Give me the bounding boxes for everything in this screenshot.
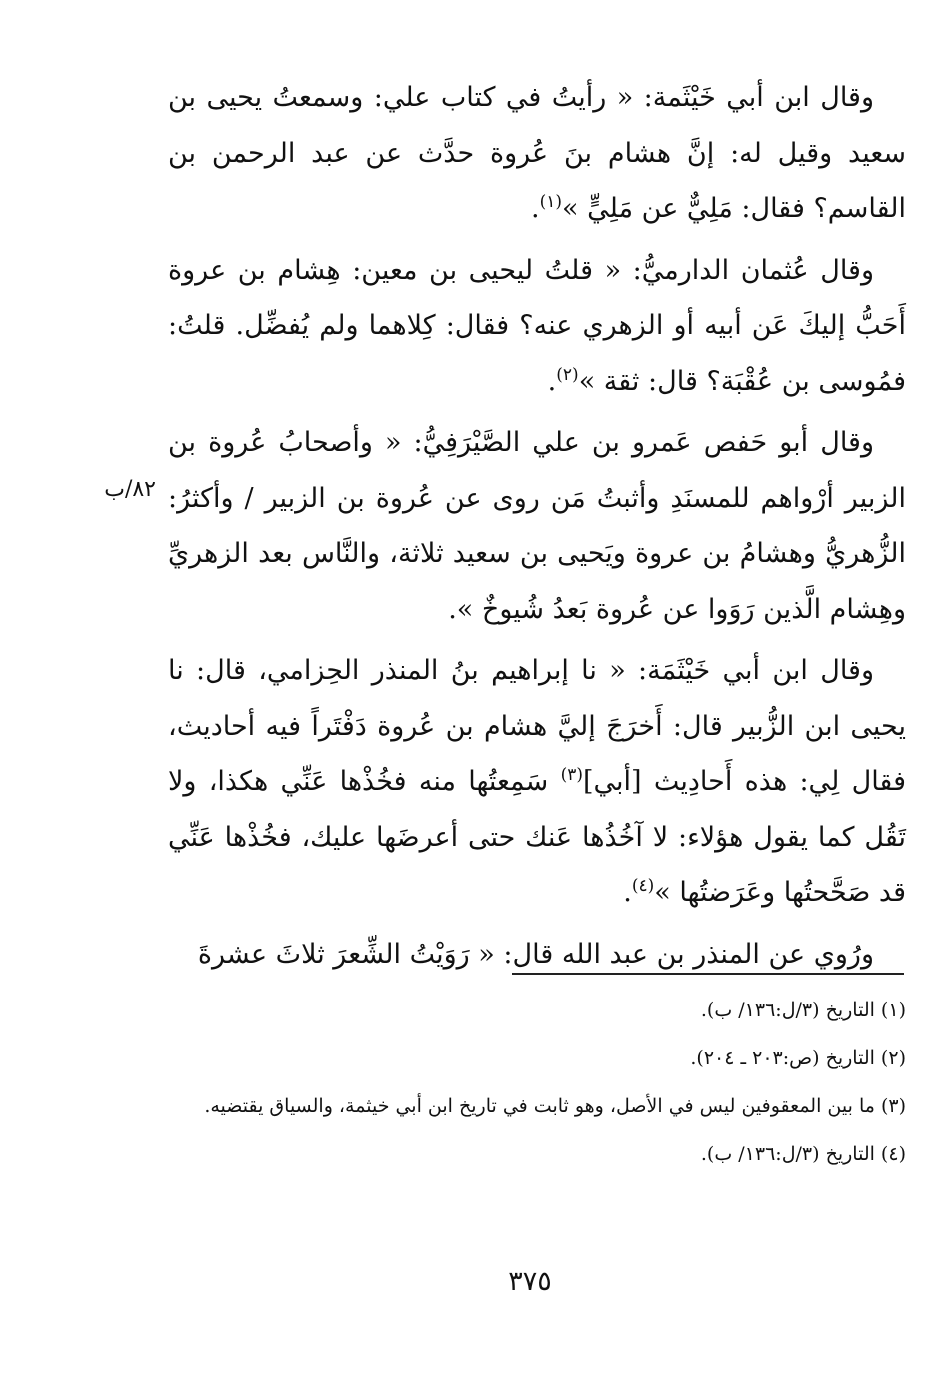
footnote-ref-4: (٤) [631,876,655,896]
footnote-ref-1: (١) [539,192,563,212]
footnote-4: (٤) التاريخ (٣/ل:١٣٦/ ب). [700,1143,906,1165]
paragraph-3 [168,415,906,637]
paragraph-2-end: . [547,365,557,397]
footnote-divider [512,973,904,975]
paragraph-1 [168,70,906,237]
footnote-1: (١) التاريخ (٣/ل:١٣٦/ ب). [700,999,906,1021]
paragraph-4-text-a: وقال ابن أبي خَيْثَمَة: « نا إبراهيم بنُ المنذر الحِزامي، قال: نا يحيى ابن الزُّبير قال: أَخرَجَ إليَّ هشام بن عُروة دَفْتَراً فيه أحاديث، فقال لِي: هذه أَحادِيث [أبي] [168,655,906,797]
footnote-2: (٢) التاريخ (ص:٢٠٣ ـ ٢٠٤). [690,1047,906,1069]
paragraph-1-text: وقال ابن أبي خَيْثَمة: « رأيتُ في كتاب علي: وسمعتُ يحيى بن سعيد وقيل له: إنَّ هشام بنَ عُروة حدَّث عن عبد الرحمن بن القاسم؟ فقال: مَلِيٌّ عن مَلِيٍّ » [168,82,906,224]
footnote-ref-3: (٣) [560,765,583,785]
footnote-3: (٣) ما بين المعقوفين ليس في الأصل، وهو ثابت في تاريخ ابن أبي خيثمة، والسياق يقتضيه. [204,1095,906,1117]
footnote-ref-2: (٢) [556,364,579,385]
paragraph-4-text-b: سَمِعتُها منه فخُذْها عَنِّي هكذا، ولا تَقُل كما يقول هؤلاء: لا آخُذُها عَنك حتى أعرضَها عليك، فخُذْها عَنِّي قد صَحَّحتُها وعَرَضتُها » [168,766,906,908]
paragraph-3-text: وقال أبو حَفص عَمرو بن علي الصَّيْرَفِيُّ: « وأصحابُ عُروة بن الزبير أرْواهم للمسنَدِ وأثبتُ مَن روى عن عُروة بن الزبير / وأكثرُ: الزُّهريُّ وهشامُ بن عروة ويَحيى بن سعيد ثلاثة، والنَّاس بعد الزهريِّ وهِشام الَّذين رَوَوا عن عُروة بَعدُ شُيوخٌ ». [168,427,906,625]
folio-marker: ٨٢/ب [104,477,156,502]
main-text [168,70,906,982]
footnotes [168,995,906,1187]
paragraph-1-end: . [531,193,540,224]
paragraph-4-end: . [623,877,632,908]
paragraph-5-text: ورُوي عن المنذر بن عبد الله قال: « رَوَيْتُ الشِّعرَ ثلاثَ عشرةَ [197,938,874,970]
paragraph-2 [168,243,906,410]
paragraph-2-text: وقال عُثمان الدارميُّ: « قلتُ ليحيى بن معين: هِشام بن عروة أَحَبُّ إليكَ عَن أبيه أو الزهري عنه؟ فقال: كِلاهما ولم يُفضِّل. قلتُ: فمُوسى بن عُقْبَة؟ قال: ثقة » [168,254,906,397]
page-number: ٣٧٥ [508,1266,552,1297]
paragraph-4 [168,643,906,921]
